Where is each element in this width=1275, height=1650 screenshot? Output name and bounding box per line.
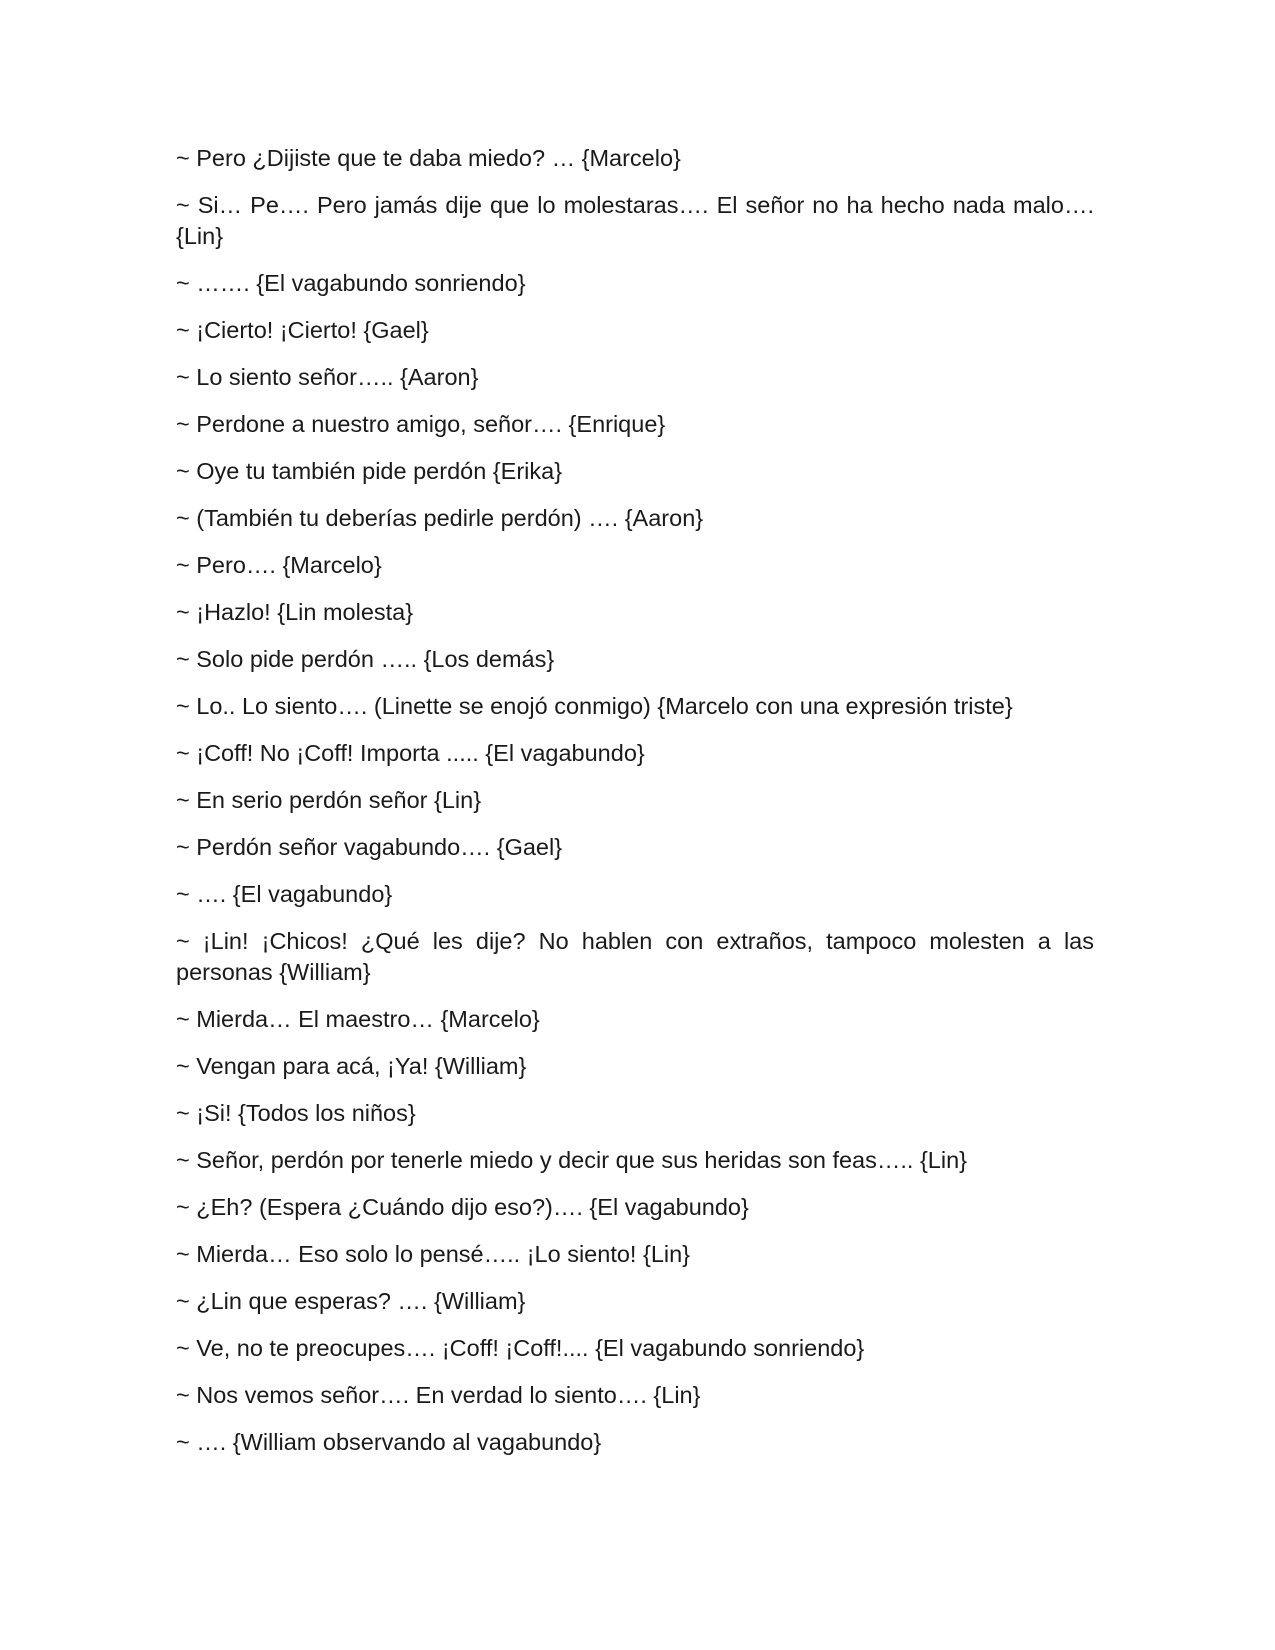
dialogue-line: ~ Si… Pe…. Pero jamás dije que lo molestaras…. El señor no ha hecho nada malo…. {Lin}	[176, 192, 1094, 249]
dialogue-line: ~ …. {El vagabundo}	[176, 881, 393, 907]
dialogue-line: ~ Lo.. Lo siento…. (Linette se enojó conmigo) {Marcelo con una expresión triste}	[176, 693, 1013, 719]
dialogue-line: ~ Perdone a nuestro amigo, señor…. {Enrique}	[176, 411, 666, 437]
dialogue-line: ~ Pero ¿Dijiste que te daba miedo? … {Marcelo}	[176, 145, 681, 171]
dialogue-line: ~ Vengan para acá, ¡Ya! {William}	[176, 1053, 527, 1079]
dialogue-line: ~ Nos vemos señor…. En verdad lo siento…. {Lin}	[176, 1382, 701, 1408]
dialogue-line: ~ En serio perdón señor {Lin}	[176, 787, 482, 813]
dialogue-line: ~ ¡Cierto! ¡Cierto! {Gael}	[176, 317, 429, 343]
document-page	[176, 143, 1094, 1458]
dialogue-line: ~ ……. {El vagabundo sonriendo}	[176, 270, 526, 296]
dialogue-line: ~ …. {William observando al vagabundo}	[176, 1429, 602, 1455]
dialogue-line: ~ Perdón señor vagabundo…. {Gael}	[176, 834, 563, 860]
dialogue-line: ~ Lo siento señor….. {Aaron}	[176, 364, 479, 390]
dialogue-line: ~ ¿Eh? (Espera ¿Cuándo dijo eso?)…. {El vagabundo}	[176, 1194, 749, 1220]
dialogue-line: ~ ¡Si! {Todos los niños}	[176, 1100, 416, 1126]
dialogue-line: ~ (También tu deberías pedirle perdón) …. {Aaron}	[176, 505, 704, 531]
dialogue-line: ~ Oye tu también pide perdón {Erika}	[176, 458, 563, 484]
dialogue-line: ~ Ve, no te preocupes…. ¡Coff! ¡Coff!.... {El vagabundo sonriendo}	[176, 1335, 865, 1361]
dialogue-line: ~ ¡Lin! ¡Chicos! ¿Qué les dije? No hablen con extraños, tampoco molesten a las personas {William}	[176, 928, 1094, 985]
dialogue-line: ~ ¿Lin que esperas? …. {William}	[176, 1288, 526, 1314]
dialogue-line: ~ ¡Coff! No ¡Coff! Importa ..... {El vagabundo}	[176, 740, 645, 766]
dialogue-line: ~ Mierda… El maestro… {Marcelo}	[176, 1006, 540, 1032]
dialogue-line: ~ ¡Hazlo! {Lin molesta}	[176, 599, 414, 625]
dialogue-line: ~ Señor, perdón por tenerle miedo y decir que sus heridas son feas….. {Lin}	[176, 1147, 968, 1173]
dialogue-line: ~ Mierda… Eso solo lo pensé….. ¡Lo siento! {Lin}	[176, 1241, 691, 1267]
dialogue-line: ~ Pero…. {Marcelo}	[176, 552, 382, 578]
dialogue-line: ~ Solo pide perdón ….. {Los demás}	[176, 646, 555, 672]
